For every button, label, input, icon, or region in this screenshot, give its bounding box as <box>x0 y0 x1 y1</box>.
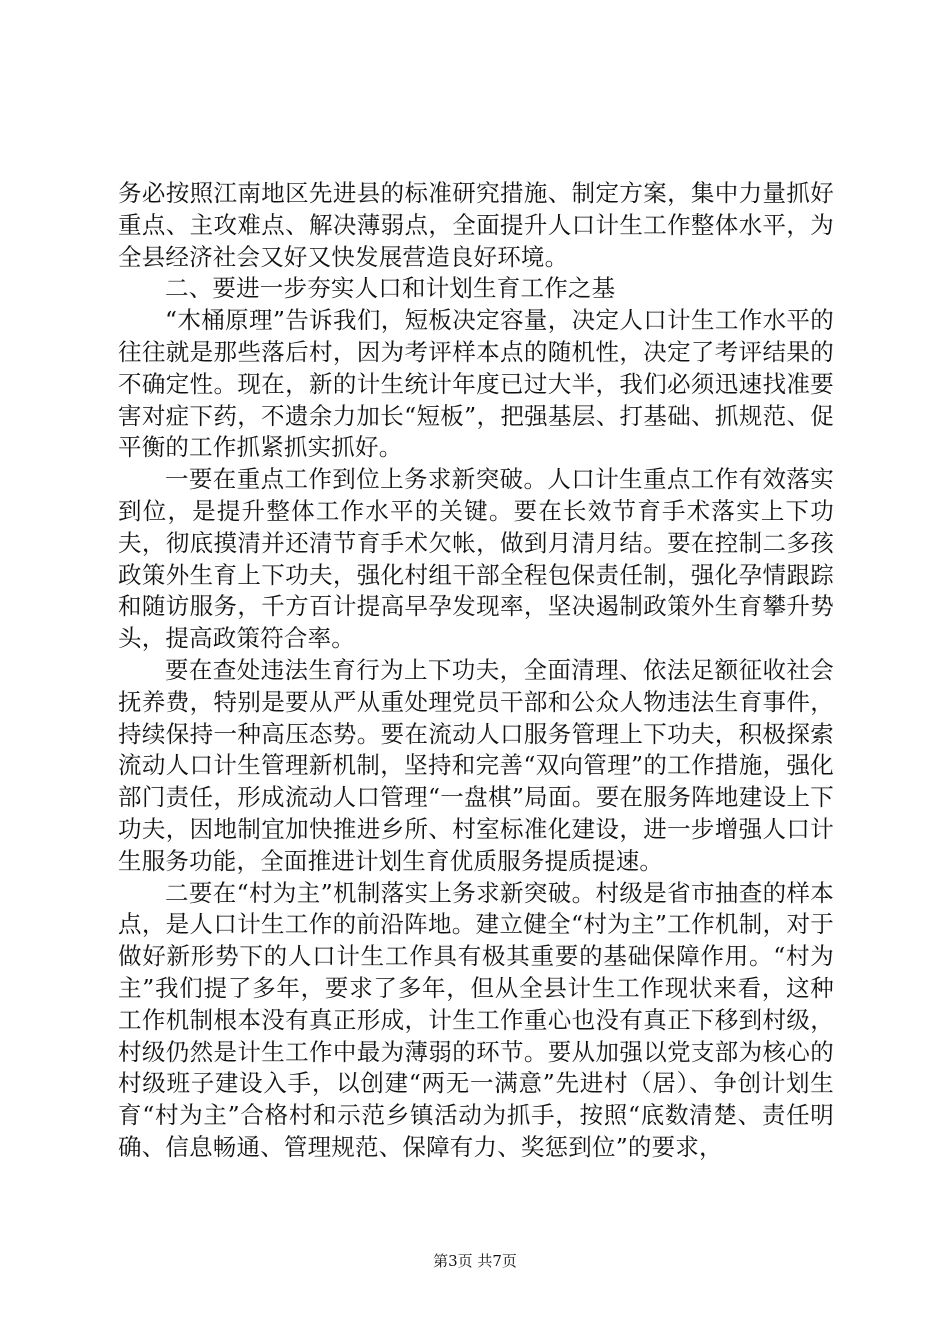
paragraph-6: 二要在“村为主”机制落实上务求新突破。村级是省市抽查的样本点，是人口计生工作的前沿阵地。建立健全“村为主”工作机制，对于做好新形势下的人口计生工作具有极其重要的基础保障作用。“村为主”我们提了多年，要求了多年，但从全县计生工作现状来看，这种工作机制根本没有真正形成，计生工作重心也没有真正下移到村级，村级仍然是计生工作中最为薄弱的环节。要从加强以党支部为核心的村级班子建设入手，以创建“两无一满意”先进村（居）、争创计划生育“村为主”合格村和示范乡镇活动为抓手，按照“底数清楚、责任明确、信息畅通、管理规范、保障有力、奖惩到位”的要求， <box>118 878 834 1161</box>
section-heading: 二、要进一步夯实人口和计划生育工作之基 <box>165 274 616 303</box>
paragraph-3: “木桶原理”告诉我们，短板决定容量，决定人口计生工作水平的往往就是那些落后村，因为考评样本点的随机性，决定了考评结果的不确定性。现在，新的计生统计年度已过大半，我们必须迅速找准要害对症下药，不遗余力加长“短板”，把强基层、打基础、抓规范、促平衡的工作抓紧抓实抓好。 <box>118 306 834 462</box>
paragraph-4: 一要在重点工作到位上务求新突破。人口计生重点工作有效落实到位，是提升整体工作水平的关键。要在长效节育手术落实上下功夫，彻底摸清并还清节育手术欠帐，做到月清月结。要在控制二多孩政策外生育上下功夫，强化村组干部全程包保责任制，强化孕情跟踪和随访服务，千方百计提高早孕发现率，坚决遏制政策外生育攀升势头，提高政策符合率。 <box>118 465 834 653</box>
paragraph-1: 务必按照江南地区先进县的标准研究措施、制定方案，集中力量抓好重点、主攻难点、解决薄弱点，全面提升人口计生工作整体水平，为全县经济社会又好又快发展营造良好环境。 <box>118 179 834 271</box>
page-number-footer: 第3页 共7页 <box>433 1252 517 1270</box>
document-body <box>118 178 834 1164</box>
paragraph-5: 要在查处违法生育行为上下功夫，全面清理、依法足额征收社会抚养费，特别是要从严从重处理党员干部和公众人物违法生育事件，持续保持一种高压态势。要在流动人口服务管理上下功夫，积极探索流动人口计生管理新机制，坚持和完善“双向管理”的工作措施，强化部门责任，形成流动人口管理“一盘棋”局面。要在服务阵地建设上下功夫，因地制宜加快推进乡所、村室标准化建设，进一步增强人口计生服务功能，全面推进计划生育优质服务提质提速。 <box>118 655 834 875</box>
